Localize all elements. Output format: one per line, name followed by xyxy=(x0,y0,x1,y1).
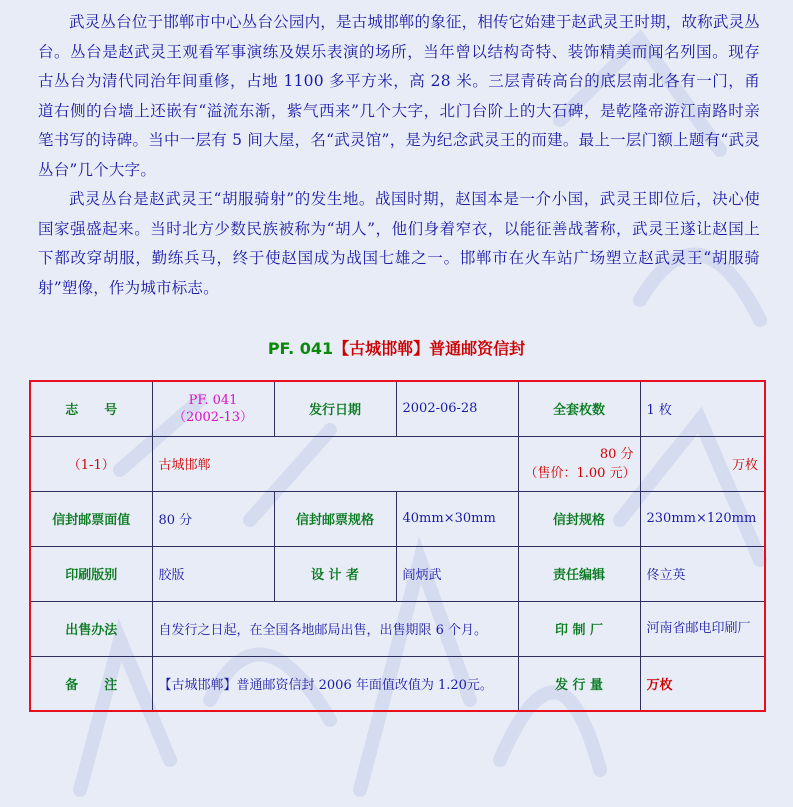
stamp-size-label: 信封邮票规格 xyxy=(274,491,396,546)
item-name: 古城邯郸 xyxy=(152,436,518,491)
item-face: 80 分 xyxy=(599,446,634,462)
zhihao-code: PF. 041 xyxy=(188,392,238,408)
designer-value: 阎炳武 xyxy=(396,546,518,601)
stamp-title xyxy=(0,336,793,359)
table-row xyxy=(30,436,765,491)
envelope-size-label: 信封规格 xyxy=(518,491,640,546)
issue-date-label: 发行日期 xyxy=(274,381,396,436)
editor-value: 佟立英 xyxy=(640,546,765,601)
article xyxy=(38,8,760,303)
stamp-code: PF. 041 xyxy=(267,339,334,358)
table-row xyxy=(30,601,765,656)
article-paragraph: 武灵丛台位于邯郸市中心丛台公园内，是古城邯郸的象征，相传它始建于赵武灵王时期，故称武灵丛台。丛台是赵武灵王观看军事演练及娱乐表演的场所，当年曾以结构奇特、装饰精美而闻名列国。现存古丛台为清代同治年间重修，占地 1100 多平方米，高 28 米。三层青砖高台的底层南北各有一门，甬道右侧的台墙上还嵌有“溢流东渐，紫气西来”几个大字，北门台阶上的大石碑，是乾隆帝游江南路时亲笔书写的诗碑。当中一层有 5 间大屋，名“武灵馆”，是为纪念武灵王的而建。最上一层门额上题有“武灵丛台”几个大字。 xyxy=(38,13,760,179)
zhihao-value xyxy=(152,381,274,436)
zhihao-label: 志 号 xyxy=(30,381,152,436)
table-row xyxy=(30,381,765,436)
note-value: 【古城邯郸】普通邮资信封 2006 年面值改值为 1.20元。 xyxy=(152,656,518,711)
stamp-name: 【古城邯郸】普通邮资信封 xyxy=(333,339,526,358)
table-row xyxy=(30,491,765,546)
print-type-label: 印刷版别 xyxy=(30,546,152,601)
designer-label: 设 计 者 xyxy=(274,546,396,601)
printer-label: 印 制 厂 xyxy=(518,601,640,656)
note-label: 备 注 xyxy=(30,656,152,711)
item-price: （售价：1.00 元） xyxy=(524,465,636,481)
table-row xyxy=(30,546,765,601)
volume-value: 万枚 xyxy=(640,656,765,711)
face-value: 80 分 xyxy=(152,491,274,546)
face-value-label: 信封邮票面值 xyxy=(30,491,152,546)
set-count-value: 1 枚 xyxy=(640,381,765,436)
item-quantity: 万枚 xyxy=(640,436,765,491)
issue-date-value: 2002-06-28 xyxy=(396,381,518,436)
volume-label: 发 行 量 xyxy=(518,656,640,711)
stamp-info-table xyxy=(29,380,766,712)
editor-label: 责任编辑 xyxy=(518,546,640,601)
sale-method-value: 自发行之日起，在全国各地邮局出售，出售期限 6 个月。 xyxy=(152,601,518,656)
envelope-size-value: 230mm×120mm xyxy=(640,491,765,546)
table-row xyxy=(30,656,765,711)
article-paragraph: 武灵丛台是赵武灵王“胡服骑射”的发生地。战国时期，赵国本是一介小国，武灵王即位后，决心使国家强盛起来。当时北方少数民族被称为“胡人”，他们身着窄衣，以能征善战著称，武灵王遂让赵国上下都改穿胡服，勤练兵马，终于使赵国成为战国七雄之一。邯郸市在火车站广场塑立赵武灵王“胡服骑射”塑像，作为城市标志。 xyxy=(38,190,760,297)
zhihao-sub: （2002-13） xyxy=(172,409,254,425)
item-number: （1-1） xyxy=(30,436,152,491)
item-face-value xyxy=(518,436,640,491)
stamp-size-value: 40mm×30mm xyxy=(396,491,518,546)
printer-value: 河南省邮电印刷厂 xyxy=(640,601,765,656)
print-type-value: 胶版 xyxy=(152,546,274,601)
set-count-label: 全套枚数 xyxy=(518,381,640,436)
sale-method-label: 出售办法 xyxy=(30,601,152,656)
